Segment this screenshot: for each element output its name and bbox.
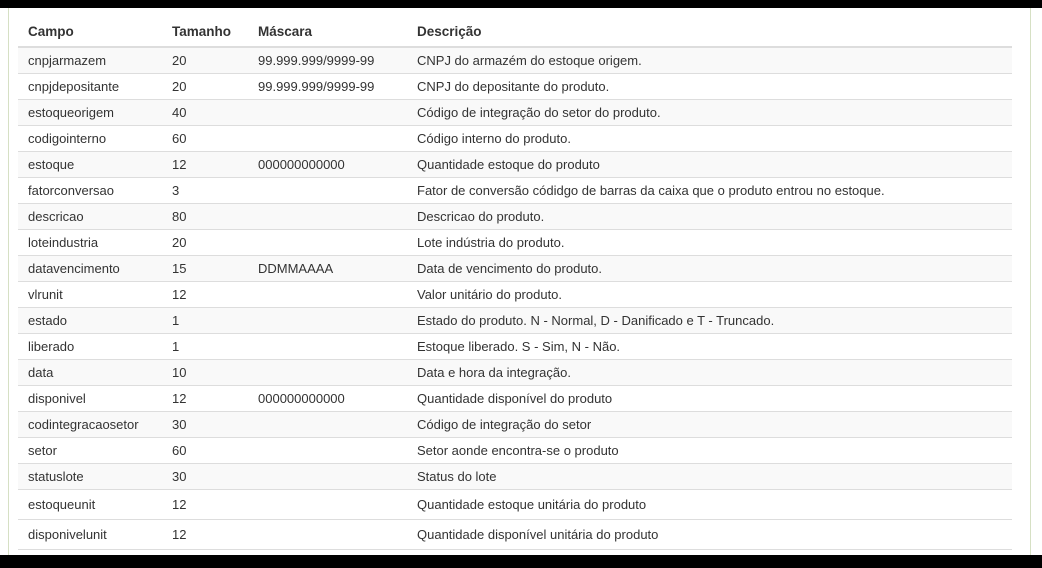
cell-tamanho: 20 (162, 47, 248, 74)
table-row (18, 256, 1012, 282)
cell-campo: estado (18, 308, 162, 334)
container-border-left (8, 8, 9, 555)
table-row (18, 520, 1012, 550)
cell-descricao: Setor aonde encontra-se o produto (407, 438, 1012, 464)
cell-descricao: Estado do produto. N - Normal, D - Danificado e T - Truncado. (407, 308, 1012, 334)
table-row (18, 464, 1012, 490)
cell-tamanho: 80 (162, 204, 248, 230)
cell-campo: estoqueorigem (18, 100, 162, 126)
table-row (18, 412, 1012, 438)
cell-descricao: Data e hora da integração. (407, 360, 1012, 386)
cell-campo: statuslote (18, 464, 162, 490)
cell-tamanho: 1 (162, 308, 248, 334)
field-spec-table (18, 16, 1012, 550)
cell-mascara (248, 412, 407, 438)
cell-tamanho: 40 (162, 100, 248, 126)
cell-descricao: Data de vencimento do produto. (407, 256, 1012, 282)
cell-tamanho: 12 (162, 386, 248, 412)
cell-mascara (248, 360, 407, 386)
cell-mascara (248, 230, 407, 256)
cell-descricao: Quantidade estoque do produto (407, 152, 1012, 178)
cell-mascara: 99.999.999/9999-99 (248, 47, 407, 74)
cell-tamanho: 15 (162, 256, 248, 282)
cell-descricao: Quantidade estoque unitária do produto (407, 490, 1012, 520)
table-row (18, 152, 1012, 178)
container-border-right (1030, 8, 1031, 555)
table-row (18, 204, 1012, 230)
cell-mascara (248, 282, 407, 308)
column-header-tamanho: Tamanho (162, 16, 248, 47)
cell-mascara: 99.999.999/9999-99 (248, 74, 407, 100)
cell-tamanho: 12 (162, 282, 248, 308)
cell-tamanho: 10 (162, 360, 248, 386)
cell-mascara (248, 438, 407, 464)
table-row (18, 386, 1012, 412)
cell-tamanho: 60 (162, 438, 248, 464)
cell-campo: fatorconversao (18, 178, 162, 204)
column-header-mascara: Máscara (248, 16, 407, 47)
table-row (18, 282, 1012, 308)
cell-tamanho: 12 (162, 490, 248, 520)
cell-mascara (248, 464, 407, 490)
cell-descricao: Lote indústria do produto. (407, 230, 1012, 256)
table-row (18, 438, 1012, 464)
cell-descricao: CNPJ do depositante do produto. (407, 74, 1012, 100)
bottom-bar (0, 555, 1042, 568)
cell-campo: liberado (18, 334, 162, 360)
cell-mascara (248, 490, 407, 520)
cell-campo: codigointerno (18, 126, 162, 152)
cell-tamanho: 60 (162, 126, 248, 152)
cell-descricao: Código de integração do setor (407, 412, 1012, 438)
table-row (18, 178, 1012, 204)
cell-campo: codintegracaosetor (18, 412, 162, 438)
cell-mascara (248, 100, 407, 126)
cell-mascara (248, 178, 407, 204)
cell-campo: datavencimento (18, 256, 162, 282)
cell-mascara: DDMMAAAA (248, 256, 407, 282)
cell-tamanho: 20 (162, 230, 248, 256)
cell-mascara: 000000000000 (248, 386, 407, 412)
cell-descricao: Quantidade disponível do produto (407, 386, 1012, 412)
top-bar (0, 0, 1042, 8)
column-header-descricao: Descrição (407, 16, 1012, 47)
cell-mascara (248, 126, 407, 152)
cell-tamanho: 30 (162, 412, 248, 438)
table-row (18, 126, 1012, 152)
cell-descricao: Valor unitário do produto. (407, 282, 1012, 308)
cell-mascara (248, 204, 407, 230)
cell-descricao: Fator de conversão códidgo de barras da caixa que o produto entrou no estoque. (407, 178, 1012, 204)
table-row (18, 74, 1012, 100)
cell-tamanho: 30 (162, 464, 248, 490)
cell-campo: vlrunit (18, 282, 162, 308)
cell-campo: disponivel (18, 386, 162, 412)
table-header-row (18, 16, 1012, 47)
cell-tamanho: 12 (162, 152, 248, 178)
cell-campo: loteindustria (18, 230, 162, 256)
table-body (18, 47, 1012, 550)
cell-campo: cnpjarmazem (18, 47, 162, 74)
cell-tamanho: 1 (162, 334, 248, 360)
cell-descricao: CNPJ do armazém do estoque origem. (407, 47, 1012, 74)
cell-campo: data (18, 360, 162, 386)
table-row (18, 308, 1012, 334)
cell-descricao: Código interno do produto. (407, 126, 1012, 152)
cell-campo: estoque (18, 152, 162, 178)
cell-campo: disponivelunit (18, 520, 162, 550)
cell-descricao: Estoque liberado. S - Sim, N - Não. (407, 334, 1012, 360)
cell-mascara (248, 334, 407, 360)
column-header-campo: Campo (18, 16, 162, 47)
table-row (18, 360, 1012, 386)
table-row (18, 47, 1012, 74)
cell-descricao: Descricao do produto. (407, 204, 1012, 230)
cell-tamanho: 3 (162, 178, 248, 204)
table-row (18, 334, 1012, 360)
cell-mascara (248, 308, 407, 334)
cell-campo: setor (18, 438, 162, 464)
cell-tamanho: 12 (162, 520, 248, 550)
cell-descricao: Código de integração do setor do produto. (407, 100, 1012, 126)
table-row (18, 100, 1012, 126)
cell-campo: descricao (18, 204, 162, 230)
cell-mascara (248, 520, 407, 550)
cell-descricao: Quantidade disponível unitária do produto (407, 520, 1012, 550)
cell-tamanho: 20 (162, 74, 248, 100)
table-row (18, 490, 1012, 520)
cell-descricao: Status do lote (407, 464, 1012, 490)
table-row (18, 230, 1012, 256)
table-header (18, 16, 1012, 47)
cell-campo: cnpjdepositante (18, 74, 162, 100)
cell-mascara: 000000000000 (248, 152, 407, 178)
cell-campo: estoqueunit (18, 490, 162, 520)
